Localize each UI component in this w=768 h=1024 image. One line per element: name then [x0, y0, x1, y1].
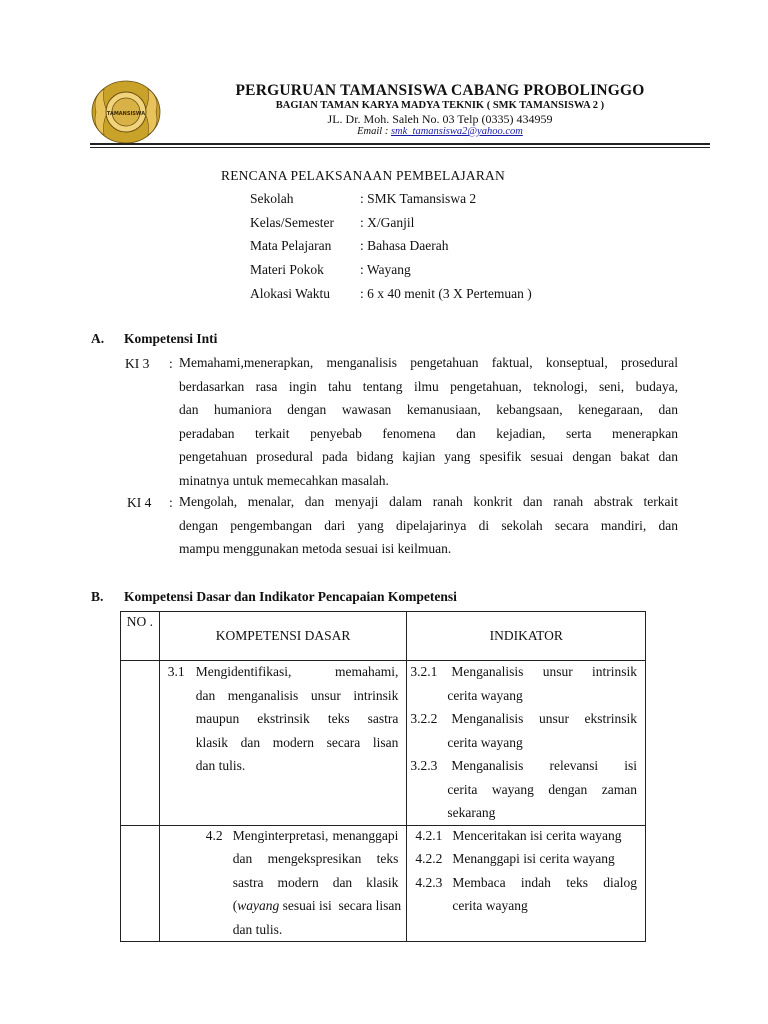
identity-key: Kelas/Semester [250, 215, 334, 230]
indicator-number: 4.2.1 [415, 827, 443, 843]
section-letter: A. [91, 331, 105, 346]
email-label: Email : [357, 126, 391, 137]
ki3-line: peradaban terkait penyebab fenomena dan kejadian, serta menerapkan [179, 425, 678, 441]
indicator-line: sekarang [447, 805, 496, 820]
kd-line: dan tulis. [195, 758, 246, 773]
kd-number: 4.2 [205, 827, 223, 843]
ki4-line: mampu menggunakan metoda sesuai isi keilmuan. [179, 541, 452, 556]
indicator-line: cerita wayang [447, 687, 523, 703]
ki4-line: dengan pengembangan dari yang dipelajarinya di sekolah secara mandiri, dan [179, 517, 678, 533]
indicator-cell [407, 825, 646, 942]
ki3-line: minatnya untuk memecahkan masalah. [179, 472, 389, 488]
indicator-number: 4.2.2 [415, 851, 443, 866]
header-kd: KOMPETENSI DASAR [159, 612, 407, 661]
identity-key: Materi Pokok [250, 262, 324, 277]
identity-value: : 6 x 40 menit (3 X Pertemuan ) [360, 286, 532, 301]
header-no: NO . [121, 612, 160, 661]
table-row [121, 825, 646, 942]
kd-text-wayang: (wayang sesuai isi secara lisan [232, 898, 402, 913]
wayang-italic: wayang [237, 898, 280, 913]
org-name: PERGURUAN TAMANSISWA CABANG PROBOLINGGO [235, 82, 645, 99]
table-header-row [121, 612, 646, 661]
section-letter: B. [91, 589, 104, 604]
section-title: Kompetensi Dasar dan Indikator Pencapaian Kompetensi [124, 589, 457, 604]
ki3-label: KI 3 [125, 356, 150, 371]
ki3-line: Memahami,menerapkan, menganalisis pengetahuan faktual, konseptual, prosedural [179, 355, 678, 370]
identity-value: : X/Ganjil [360, 215, 415, 230]
ki3-text [179, 351, 678, 375]
indicator-text: Menganalisis unsur intrinsik [451, 664, 637, 679]
ki3-line: pengetahuan prosedural pada bidang kajian yang spesifik sesuai dengan bakat dan [179, 449, 678, 464]
school-address: JL. Dr. Moh. Saleh No. 03 Telp (0335) 434959 [327, 112, 553, 126]
indicator-line [407, 754, 637, 778]
header-indikator: INDIKATOR [407, 612, 646, 661]
table-row [121, 661, 646, 826]
kd-cell [159, 661, 407, 826]
indicator-line [407, 707, 637, 731]
no-cell [121, 661, 160, 826]
identity-value: : SMK Tamansiswa 2 [360, 191, 477, 206]
document-title: RENCANA PELAKSANAAN PEMBELAJARAN [221, 168, 505, 183]
ki3-line: berdasarkan rasa ingin tahu tentang ilmu pengetahuan, teknologi, seni, budaya, [179, 378, 678, 394]
indicator-line [407, 871, 642, 895]
indicator-text: Menanggapi isi cerita wayang [452, 851, 615, 866]
identity-value: : Wayang [360, 262, 411, 277]
identity-value: : Bahasa Daerah [360, 238, 449, 253]
kd-line: dan menganalisis unsur intrinsik [195, 687, 399, 703]
indicator-line: cerita wayang [452, 898, 528, 913]
identity-key: Alokasi Waktu [250, 286, 331, 301]
school-logo [90, 79, 162, 145]
identity-key: Mata Pelajaran [250, 238, 332, 253]
indicator-line [407, 660, 637, 684]
kd-line: klasik dan modern secara lisan [195, 734, 399, 750]
indicator-text: Menganalisis relevansi isi [451, 758, 637, 773]
indicator-line [407, 847, 642, 871]
indicator-number: 3.2.2 [410, 711, 438, 726]
indicator-text: Membaca indah teks dialog [452, 874, 637, 890]
indicator-number: 3.2.3 [410, 758, 438, 773]
kd-line: dan mengekspresikan teks [232, 851, 399, 866]
identity-key: Sekolah [250, 191, 294, 206]
indicator-cell [407, 661, 646, 826]
indicator-text: Menceritakan isi cerita wayang [452, 827, 622, 843]
ki4-colon: : [169, 495, 173, 510]
competency-table [120, 611, 646, 942]
kd-line: sastra modern dan klasik [232, 874, 399, 890]
email-link[interactable]: smk_tamansiswa2@yahoo.com [390, 126, 523, 137]
indicator-line [407, 824, 642, 848]
indicator-number: 3.2.1 [410, 664, 438, 679]
kd-line [160, 660, 399, 684]
header-rule-thick [90, 143, 710, 145]
ki4-label: KI 4 [127, 495, 152, 510]
indicator-number: 4.2.3 [415, 874, 443, 890]
ki4-text [179, 490, 678, 561]
ki4-line: Mengolah, menalar, dan menyaji dalam ranah konkrit dan ranah abstrak terkait [179, 494, 678, 509]
kd-line: dan tulis. [232, 921, 283, 937]
indicator-text: Menganalisis unsur ekstrinsik [451, 711, 637, 726]
kd-line [232, 894, 402, 918]
kd-text: Menginterpretasi, menanggapi [232, 827, 399, 843]
no-cell [121, 825, 160, 942]
kd-line [160, 824, 399, 848]
section-title: Kompetensi Inti [124, 331, 218, 346]
svg-text:TAMANSISWA: TAMANSISWA [106, 111, 146, 117]
ki3-line: dan humaniora dengan wawasan kemanusiaan, kebangsaan, kenegaraan, dan [179, 402, 678, 417]
email-line [170, 126, 710, 137]
ki3-text-cont [179, 375, 678, 493]
kd-line: maupun ekstrinsik teks sastra [195, 711, 399, 726]
department-name: BAGIAN TAMAN KARYA MADYA TEKNIK ( SMK TAMANSISWA 2 ) [275, 100, 605, 111]
header-rule-thin [90, 147, 710, 148]
ki3-colon: : [169, 356, 173, 371]
indicator-line: cerita wayang [447, 734, 523, 750]
kd-number: 3.1 [167, 664, 185, 679]
indicator-line: cerita wayang dengan zaman [447, 781, 637, 797]
kd-text: Mengidentifikasi, memahami, [195, 664, 399, 679]
kd-cell [159, 825, 407, 942]
